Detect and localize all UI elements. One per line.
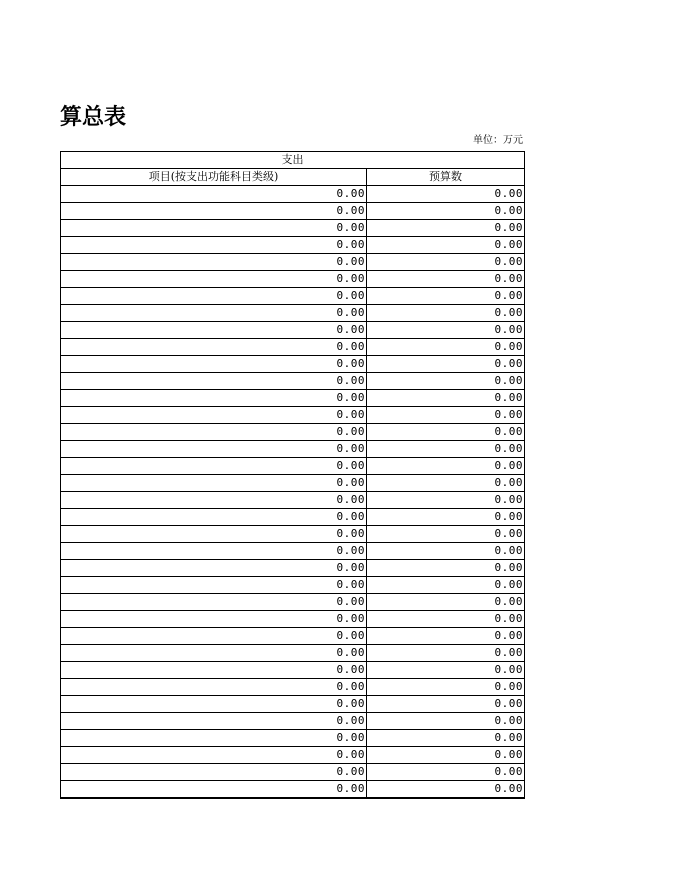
- budget-amount-cell: 0.00: [367, 339, 525, 356]
- page-title: 算总表: [60, 105, 127, 130]
- item-amount-cell: 0.00: [61, 475, 367, 492]
- budget-amount-cell: 0.00: [367, 645, 525, 662]
- table-row: [61, 696, 525, 713]
- budget-amount-cell: 0.00: [367, 271, 525, 288]
- budget-amount-cell: 0.00: [367, 305, 525, 322]
- budget-amount-cell: 0.00: [367, 407, 525, 424]
- item-amount-cell: 0.00: [61, 271, 367, 288]
- table-row: [61, 458, 525, 475]
- item-amount-cell: 0.00: [61, 339, 367, 356]
- budget-amount-cell: 0.00: [367, 220, 525, 237]
- table-row: [61, 339, 525, 356]
- budget-amount-cell: 0.00: [367, 577, 525, 594]
- table-row: [61, 254, 525, 271]
- table-row: [61, 764, 525, 781]
- budget-table: [60, 151, 525, 799]
- budget-amount-cell: 0.00: [367, 237, 525, 254]
- item-amount-cell: 0.00: [61, 203, 367, 220]
- item-amount-cell: 0.00: [61, 509, 367, 526]
- budget-amount-cell: 0.00: [367, 764, 525, 781]
- item-amount-cell: 0.00: [61, 237, 367, 254]
- table-row: [61, 203, 525, 220]
- budget-amount-cell: 0.00: [367, 356, 525, 373]
- budget-amount-cell: 0.00: [367, 203, 525, 220]
- budget-amount-cell: 0.00: [367, 475, 525, 492]
- item-amount-cell: 0.00: [61, 577, 367, 594]
- table-row: [61, 662, 525, 679]
- item-amount-cell: 0.00: [61, 441, 367, 458]
- table-row: [61, 492, 525, 509]
- table-row: [61, 356, 525, 373]
- table-row: [61, 645, 525, 662]
- item-amount-cell: 0.00: [61, 662, 367, 679]
- table-row: [61, 543, 525, 560]
- table-row: [61, 390, 525, 407]
- group-header-row: [61, 152, 525, 169]
- table-row: [61, 271, 525, 288]
- budget-amount-cell: 0.00: [367, 594, 525, 611]
- budget-amount-cell: 0.00: [367, 662, 525, 679]
- table-row: [61, 509, 525, 526]
- table-row: [61, 186, 525, 203]
- table-row: [61, 747, 525, 764]
- table-row: [61, 424, 525, 441]
- table-row: [61, 628, 525, 645]
- table-row: [61, 594, 525, 611]
- table-row: [61, 237, 525, 254]
- item-amount-cell: 0.00: [61, 679, 367, 696]
- budget-amount-cell: 0.00: [367, 254, 525, 271]
- unit-label: 单位：万元: [473, 135, 523, 146]
- item-amount-cell: 0.00: [61, 373, 367, 390]
- item-amount-cell: 0.00: [61, 543, 367, 560]
- item-amount-cell: 0.00: [61, 390, 367, 407]
- budget-amount-cell: 0.00: [367, 696, 525, 713]
- budget-amount-cell: 0.00: [367, 424, 525, 441]
- item-amount-cell: 0.00: [61, 696, 367, 713]
- budget-amount-cell: 0.00: [367, 322, 525, 339]
- table-row: [61, 441, 525, 458]
- item-amount-cell: 0.00: [61, 628, 367, 645]
- item-amount-cell: 0.00: [61, 526, 367, 543]
- budget-amount-cell: 0.00: [367, 373, 525, 390]
- table-row: [61, 781, 525, 799]
- budget-amount-cell: 0.00: [367, 441, 525, 458]
- item-amount-cell: 0.00: [61, 594, 367, 611]
- item-amount-cell: 0.00: [61, 781, 367, 799]
- table-row: [61, 679, 525, 696]
- item-amount-cell: 0.00: [61, 730, 367, 747]
- item-amount-cell: 0.00: [61, 747, 367, 764]
- budget-amount-cell: 0.00: [367, 492, 525, 509]
- item-amount-cell: 0.00: [61, 305, 367, 322]
- table-row: [61, 526, 525, 543]
- item-amount-cell: 0.00: [61, 220, 367, 237]
- budget-amount-cell: 0.00: [367, 628, 525, 645]
- item-amount-cell: 0.00: [61, 288, 367, 305]
- item-amount-cell: 0.00: [61, 186, 367, 203]
- item-amount-cell: 0.00: [61, 322, 367, 339]
- column-header-budget: 预算数: [367, 169, 525, 186]
- item-amount-cell: 0.00: [61, 458, 367, 475]
- item-amount-cell: 0.00: [61, 611, 367, 628]
- budget-amount-cell: 0.00: [367, 747, 525, 764]
- table-row: [61, 373, 525, 390]
- table-row: [61, 305, 525, 322]
- budget-amount-cell: 0.00: [367, 543, 525, 560]
- table-row: [61, 288, 525, 305]
- item-amount-cell: 0.00: [61, 560, 367, 577]
- item-amount-cell: 0.00: [61, 713, 367, 730]
- table-body: [61, 186, 525, 799]
- table-row: [61, 730, 525, 747]
- table-row: [61, 560, 525, 577]
- table-row: [61, 713, 525, 730]
- table-row: [61, 407, 525, 424]
- item-amount-cell: 0.00: [61, 424, 367, 441]
- budget-amount-cell: 0.00: [367, 390, 525, 407]
- item-amount-cell: 0.00: [61, 492, 367, 509]
- table-row: [61, 322, 525, 339]
- budget-amount-cell: 0.00: [367, 611, 525, 628]
- budget-amount-cell: 0.00: [367, 781, 525, 799]
- budget-amount-cell: 0.00: [367, 288, 525, 305]
- budget-amount-cell: 0.00: [367, 458, 525, 475]
- table-row: [61, 611, 525, 628]
- budget-amount-cell: 0.00: [367, 713, 525, 730]
- item-amount-cell: 0.00: [61, 356, 367, 373]
- column-header-row: [61, 169, 525, 186]
- budget-amount-cell: 0.00: [367, 679, 525, 696]
- budget-amount-cell: 0.00: [367, 560, 525, 577]
- table-row: [61, 475, 525, 492]
- item-amount-cell: 0.00: [61, 407, 367, 424]
- budget-amount-cell: 0.00: [367, 526, 525, 543]
- table-row: [61, 577, 525, 594]
- table-row: [61, 220, 525, 237]
- item-amount-cell: 0.00: [61, 764, 367, 781]
- column-header-item: 项目(按支出功能科目类级): [61, 169, 367, 186]
- budget-amount-cell: 0.00: [367, 186, 525, 203]
- budget-amount-cell: 0.00: [367, 730, 525, 747]
- item-amount-cell: 0.00: [61, 645, 367, 662]
- budget-amount-cell: 0.00: [367, 509, 525, 526]
- group-header-cell: 支出: [61, 152, 525, 169]
- item-amount-cell: 0.00: [61, 254, 367, 271]
